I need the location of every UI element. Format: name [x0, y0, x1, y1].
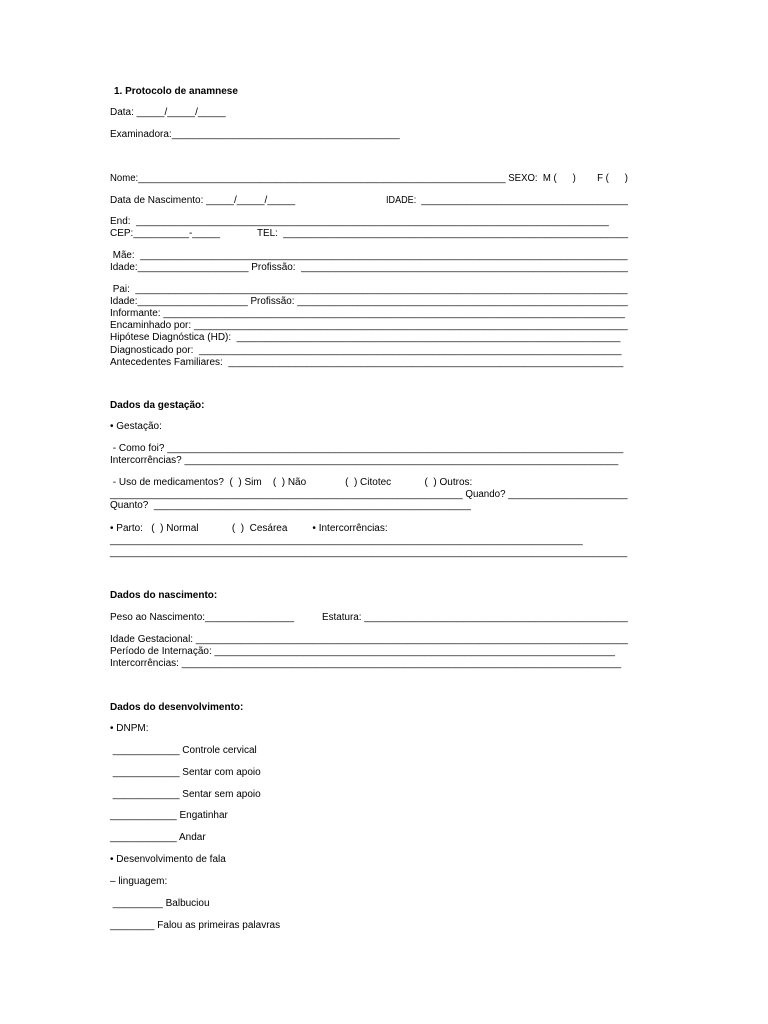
milestone-first-words: ________ Falou as primeiras palavras	[110, 920, 281, 931]
delivery-complications-line-2: _____________________________________________________________________________________________	[110, 547, 628, 558]
form-title: 1. Protocolo de anamnese	[114, 86, 238, 97]
language-label: – linguagem:	[110, 876, 168, 887]
dnpm-label: • DNPM:	[110, 723, 149, 734]
informant-field: Informante: ___________________________________________________________________________________	[110, 308, 625, 319]
delivery-complications-line-1: _____________________________________________________________________________________	[110, 535, 583, 546]
speech-development-label: • Desenvolvimento de fala	[110, 854, 226, 865]
milestone-walk: ____________ Andar	[110, 832, 206, 843]
milestone-sit-unsupported: ____________ Sentar sem apoio	[110, 789, 261, 800]
tel-field: TEL: _______________________________________________________________	[257, 228, 629, 239]
father-field: Pai: _________________________________________________________________________________________	[110, 284, 628, 295]
gestational-age-field: Idade Gestacional: ______________________________________________________________________________	[110, 634, 628, 645]
birth-weight-field: Peso ao Nascimento:________________	[110, 612, 295, 623]
birth-complications-field: Intercorrências: _______________________________________________________________________________	[110, 658, 622, 669]
milestone-babbling: _________ Balbuciou	[110, 898, 210, 909]
name-sex-field: Nome:_____________________________________________________________________ SEXO: M ( ) F ( )	[110, 173, 628, 184]
pregnancy-complications-field: Intercorrências? ______________________________________________________________________________	[110, 455, 619, 466]
address-field: End: _____________________________________________________________________________________	[110, 216, 609, 227]
diagnosed-by-field: Diagnosticado por: ____________________________________________________________________________	[110, 345, 622, 356]
medication-when-field: _________________________________________________________________ Quando? ______________________	[110, 489, 628, 500]
family-history-field: Antecedentes Familiares: _______________________________________________________________________	[110, 357, 624, 368]
age-field: IDADE: _________________________________________	[386, 195, 628, 206]
date-field: Data: _____/_____/_____	[110, 107, 226, 118]
hospital-stay-field: Período de Internação: ________________________________________________________________________	[110, 646, 615, 657]
birth-date-field: Data de Nascimento: _____/_____/_____	[110, 195, 296, 206]
medication-how-much-field: Quanto? _________________________________________________________	[110, 500, 471, 511]
milestone-sit-supported: ____________ Sentar com apoio	[110, 767, 261, 778]
pregnancy-heading: Dados da gestação:	[110, 400, 205, 411]
milestone-crawl: ____________ Engatinhar	[110, 810, 228, 821]
gestation-label: • Gestação:	[110, 421, 162, 432]
milestone-head-control: ____________ Controle cervical	[110, 745, 257, 756]
examiner-field: Examinadora:_________________________________________	[110, 129, 400, 140]
birth-height-field: Estatura: ________________________________________________	[322, 612, 628, 623]
cep-field: CEP:__________-_____	[110, 228, 221, 239]
how-was-it-field: - Como foi? __________________________________________________________________________________	[110, 443, 624, 454]
delivery-type-field: • Parto: ( ) Normal ( ) Cesárea • Intercorrências:	[110, 523, 388, 534]
referred-by-field: Encaminhado por: ______________________________________________________________________________	[110, 320, 628, 331]
diagnostic-hypothesis-field: Hipótese Diagnóstica (HD): _____________________________________________________________________	[110, 332, 621, 343]
medication-use-field: - Uso de medicamentos? ( ) Sim ( ) Não ( ) Citotec ( ) Outros:	[110, 477, 473, 488]
mother-field: Mãe: _________________________________________________________________________________________	[110, 250, 628, 261]
father-age-profession-field: Idade:____________________ Profissão: ____________________________________________________________	[110, 296, 628, 307]
birth-heading: Dados do nascimento:	[110, 590, 218, 601]
development-heading: Dados do desenvolvimento:	[110, 702, 244, 713]
mother-age-profession-field: Idade:____________________ Profissão: ___________________________________________________________	[110, 262, 628, 273]
